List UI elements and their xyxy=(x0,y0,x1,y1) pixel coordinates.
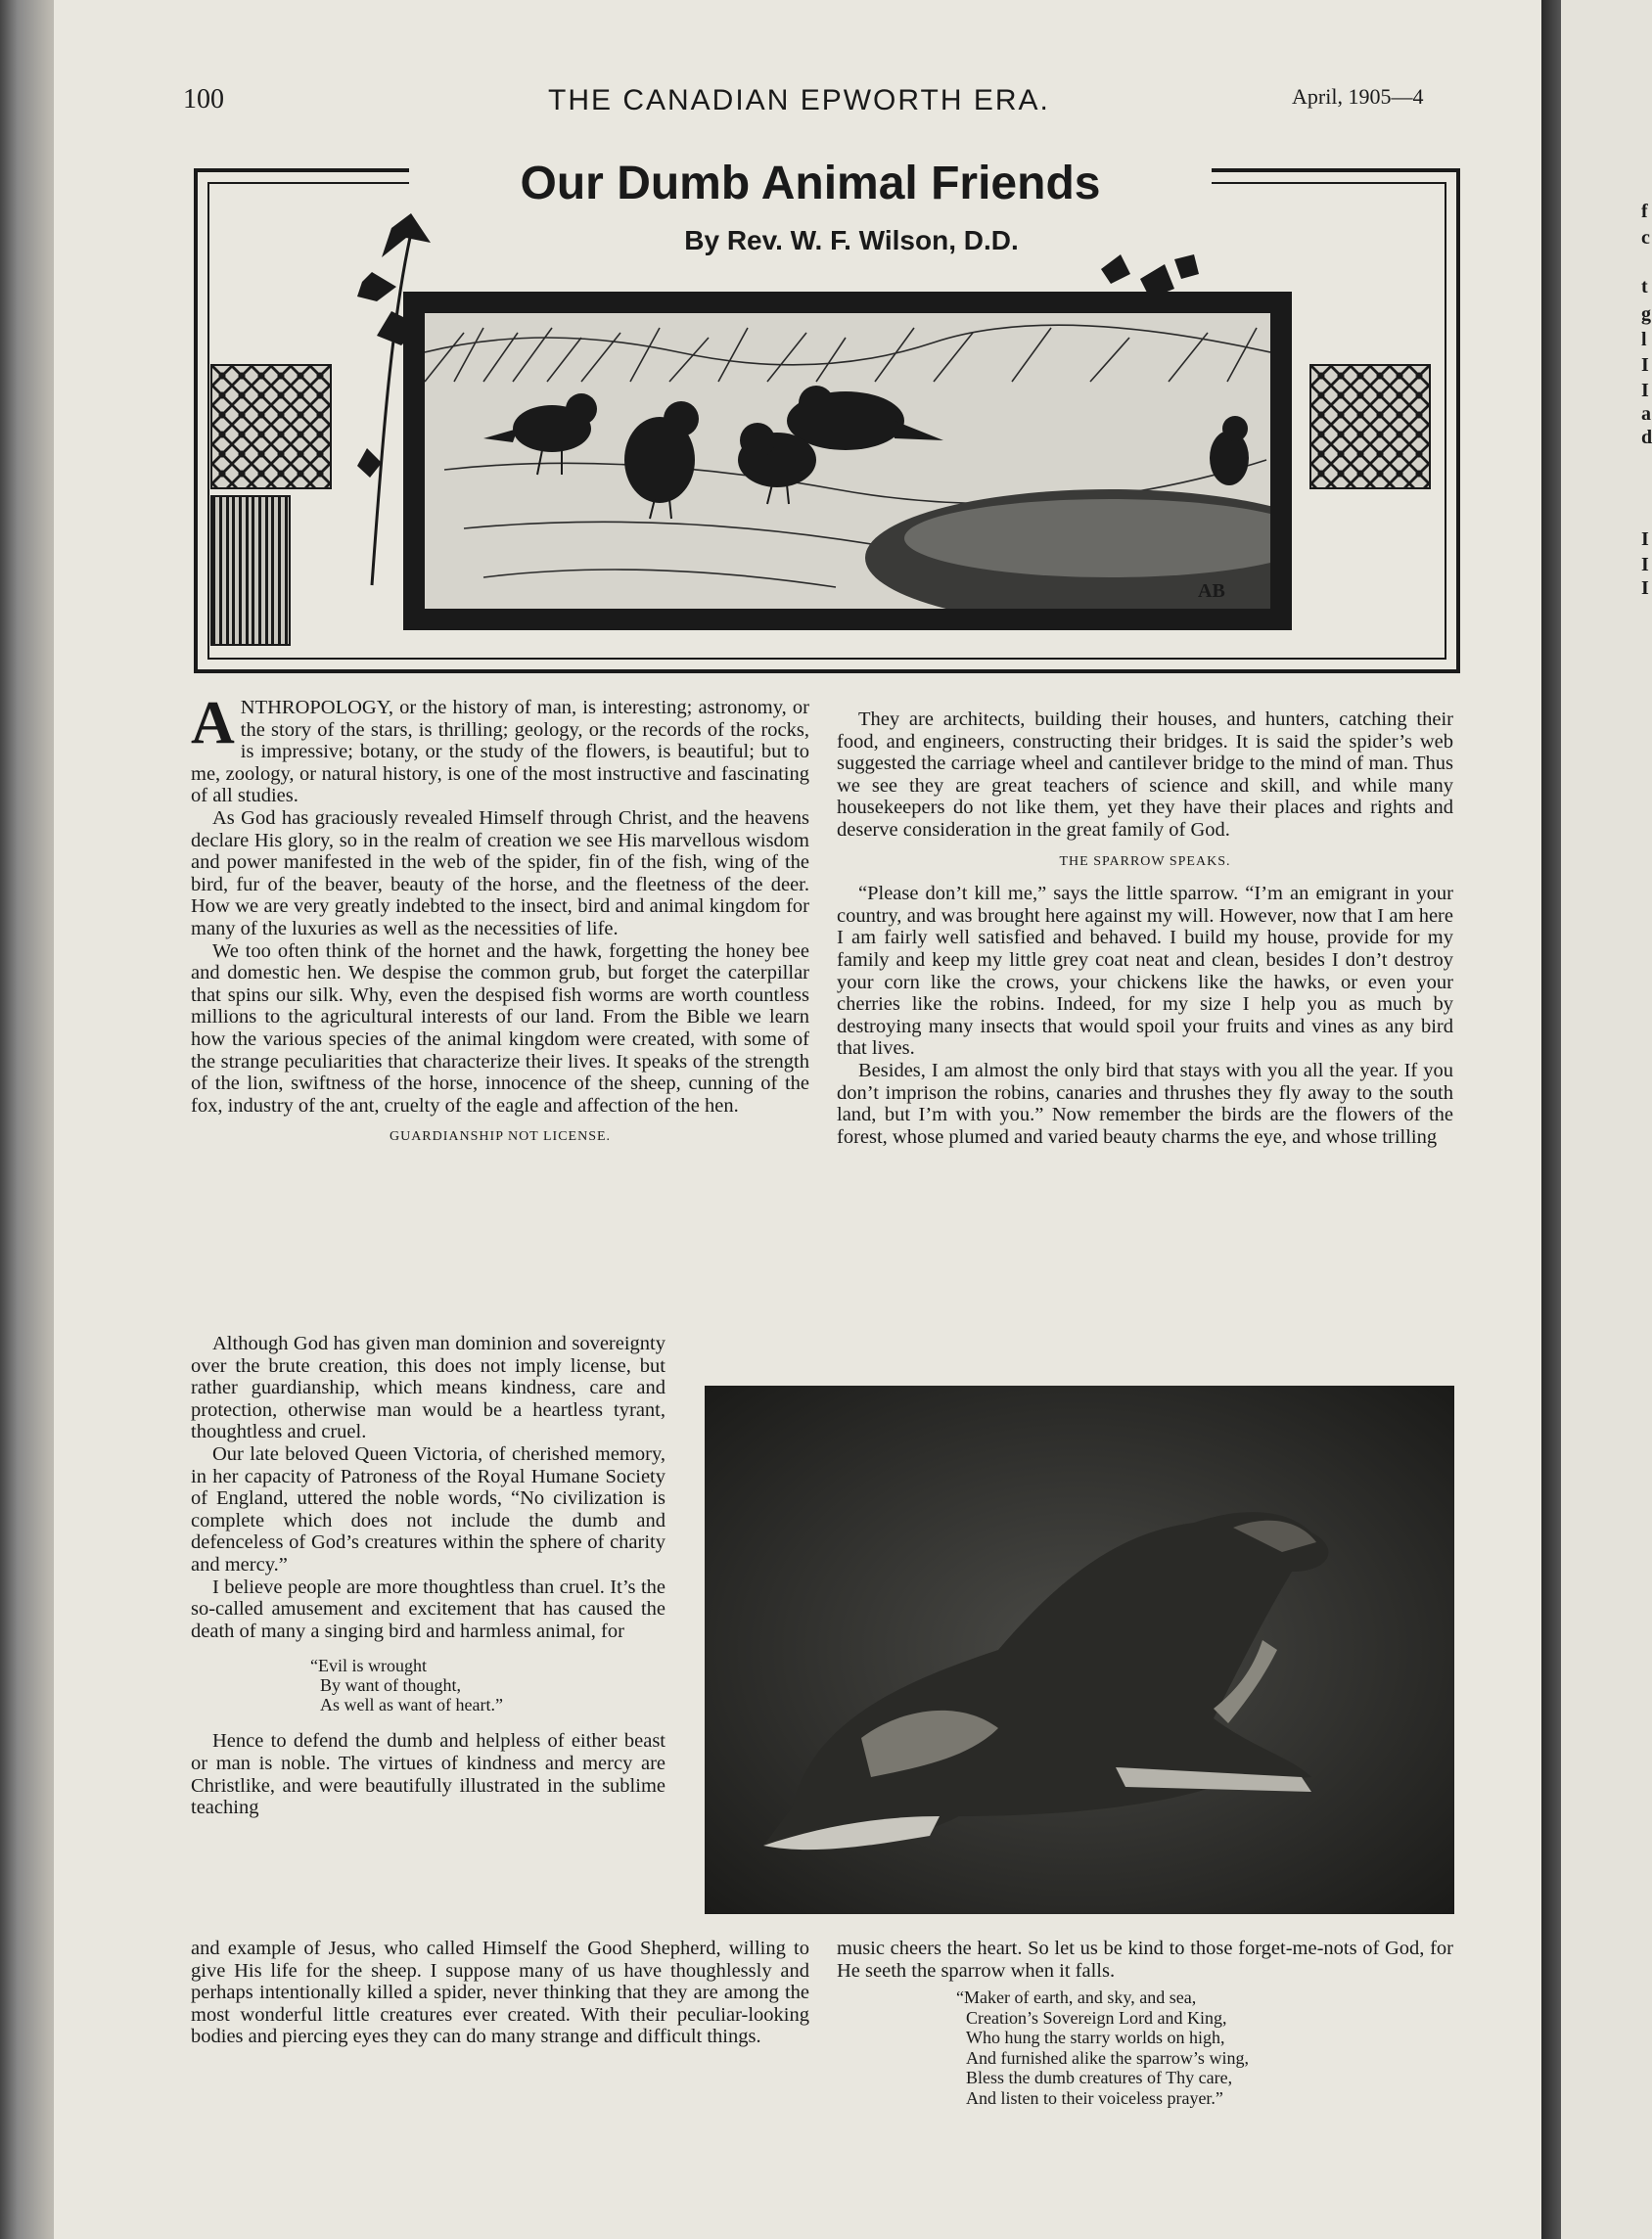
dog-photo-image xyxy=(705,1386,1454,1914)
left-column-top xyxy=(191,690,809,1159)
page-number: 100 xyxy=(183,84,224,114)
article-byline: By Rev. W. F. Wilson, D.D. xyxy=(684,225,1019,255)
article-paragraph: They are architects, building their houses, and hunters, catching their food, and engineers, constructing their bridges. It is said the spider’s web suggested the carriage wheel and cantilever bridge to the mind of man. Thus we see they are great teachers of science and skill, and while many housekeepers do not like them, yet they have their places and rights and deserve consideration in the great family of God. xyxy=(837,708,1453,841)
next-page-fragment: t xyxy=(1641,276,1648,297)
next-page-fragment: l xyxy=(1641,329,1647,350)
article-paragraph: I believe people are more thoughtless than cruel. It’s the so-called amusement and excitement that has caused the death of many a singing bird and harmless animal, for xyxy=(191,1576,665,1642)
article-paragraph: Besides, I am almost the only bird that stays with you all the year. If you don’t imprison the robins, canaries and thrushes they fly away to the south land, but I’m with you.” Now remember the birds are the flowers of the forest, whose plumed and varied beauty charms the eye, and whose trilling xyxy=(837,1059,1453,1148)
left-column-mid-narrow xyxy=(191,1333,665,1819)
next-page-fragment: f xyxy=(1641,201,1648,222)
journal-title: THE CANADIAN EPWORTH ERA. xyxy=(548,84,1050,116)
lattice-ornament-left xyxy=(210,364,332,489)
next-page-fragment: c xyxy=(1641,227,1650,249)
dog-photograph xyxy=(705,1386,1454,1914)
verse-line: Who hung the starry worlds on high, xyxy=(966,2028,1225,2048)
next-page-fragment: g xyxy=(1641,303,1651,325)
verse-line: As well as want of heart.” xyxy=(320,1695,503,1715)
hatched-panel-ornament xyxy=(210,495,291,646)
verse-line: “Evil is wrought xyxy=(310,1656,427,1676)
section-subhead: THE SPARROW SPEAKS. xyxy=(1059,853,1231,869)
lattice-ornament-right xyxy=(1309,364,1431,489)
verse-line: And furnished alike the sparrow’s wing, xyxy=(966,2047,1249,2068)
title-banner xyxy=(409,155,1212,213)
sparrows-illustration xyxy=(403,292,1292,630)
article-paragraph: Although God has given man dominion and sovereignty over the brute creation, this does not imply license, but rather guardianship, which means kindness, care and protection, otherwise man would be a heartless tyrant, thoughtless and cruel. xyxy=(191,1333,665,1443)
verse-line: Bless the dumb creatures of Thy care, xyxy=(966,2068,1233,2088)
next-page-fragment: I xyxy=(1641,354,1649,376)
left-column-bottom xyxy=(191,1938,809,2048)
right-column-top xyxy=(837,708,1453,1148)
next-page-fragment: d xyxy=(1641,427,1652,448)
opening-paragraph-text: NTHROPOLOGY, or the history of man, is interesting; astronomy, or the story of the stars, is thrilling; geology, or the records of the rocks, is impressive; botany, or the study of the flowers, is beautiful; but to me, zoology, or natural history, is one of the most instructive and fascinating of all studies. xyxy=(191,697,809,807)
verse-line: And listen to their voiceless prayer.” xyxy=(966,2087,1223,2108)
article-paragraph: Hence to defend the dumb and helpless of either beast or man is noble. The virtues of kindness and mercy are Christlike, and were beautifully illustrated in the sublime teaching xyxy=(191,1730,665,1819)
drop-cap: A xyxy=(191,690,235,756)
sparrows-illustration-panel xyxy=(425,313,1270,609)
article-paragraph: Our late beloved Queen Victoria, of cherished memory, in her capacity of Patroness of the Royal Humane Society of England, uttered the noble words, “No civilization is complete which does not include the dumb and defenceless of God’s creatures within the sphere of charity and mercy.” xyxy=(191,1442,665,1576)
illustration-monogram: AB xyxy=(1198,580,1225,602)
next-page-fragment: I xyxy=(1641,380,1649,401)
article-paragraph: and example of Jesus, who called Himself the Good Shepherd, willing to give His life for the sheep. I suppose many of us have thoughlessly and perhaps intentionally killed a spider, never thinking that they are among the most wonderful little creatures ever created. With their peculiar-looking bodies and piercing eyes they can do many strange and difficult things. xyxy=(191,1938,809,2048)
verse-line: “Maker of earth, and sky, and sea, xyxy=(956,1988,1197,2008)
page-gutter xyxy=(1541,0,1561,2239)
next-page-fragment: a xyxy=(1641,403,1651,425)
next-page-fragment: I xyxy=(1641,528,1649,550)
issue-date: April, 1905—4 xyxy=(1292,84,1424,109)
sparrows-drawing xyxy=(425,313,1270,609)
section-subhead: GUARDIANSHIP NOT LICENSE. xyxy=(389,1129,612,1145)
article-paragraph: “Please don’t kill me,” says the little sparrow. “I’m an emigrant in your country, and was brought here against my will. However, now that I am here I am fairly well satisfied and behaved. I build my house, provide for my family and keep my little grey coat neat and clean, besides I don’t destroy your corn like the crows, your chickens like the hawks, or even your cherries like the robins. Indeed, for my size I help you as much by destroying many insects that would spoil your fruits and vines as any bird that lives. xyxy=(837,883,1453,1060)
article-paragraph: music cheers the heart. So let us be kind to those forget-me-nots of God, for He seeth the sparrow when it falls. xyxy=(837,1938,1453,1982)
next-page-fragment: I xyxy=(1641,577,1649,599)
article-paragraph: As God has graciously revealed Himself through Christ, and the heavens declare His glory, so in the realm of creation we see His marvellous wisdom and power manifested in the web of the spider, fin of the fish, wing of the bird, fur of the beaver, beauty of the horse, and the fleetness of the deer. How we are very greatly indebted to the insect, bird and animal kingdom for many of the luxuries as well as the necessities of life. xyxy=(191,806,809,939)
hymn-verse xyxy=(956,1988,1453,2108)
right-column-bottom xyxy=(837,1938,1453,2108)
next-page-fragment: I xyxy=(1641,554,1649,575)
verse-line: By want of thought, xyxy=(320,1675,461,1696)
quoted-verse xyxy=(310,1656,665,1714)
adjacent-page-edge xyxy=(1561,0,1652,2239)
article-title: Our Dumb Animal Friends xyxy=(520,158,1101,209)
verse-line: Creation’s Sovereign Lord and King, xyxy=(966,2007,1227,2028)
article-paragraph xyxy=(191,690,809,807)
article-paragraph: We too often think of the hornet and the hawk, forgetting the honey bee and domestic hen. We despise the common grub, but forget the caterpillar that spins our silk. Why, even the despised fish worms are worth countless millions to the agricultural interests of our land. From the Bible we learn how the various species of the animal kingdom were created, with some of the strange peculiarities that characterize their lives. It speaks of the strength of the lion, swiftness of the horse, innocence of the sheep, cunning of the fox, industry of the ant, cruelty of the eagle and affection of the hen. xyxy=(191,939,809,1117)
